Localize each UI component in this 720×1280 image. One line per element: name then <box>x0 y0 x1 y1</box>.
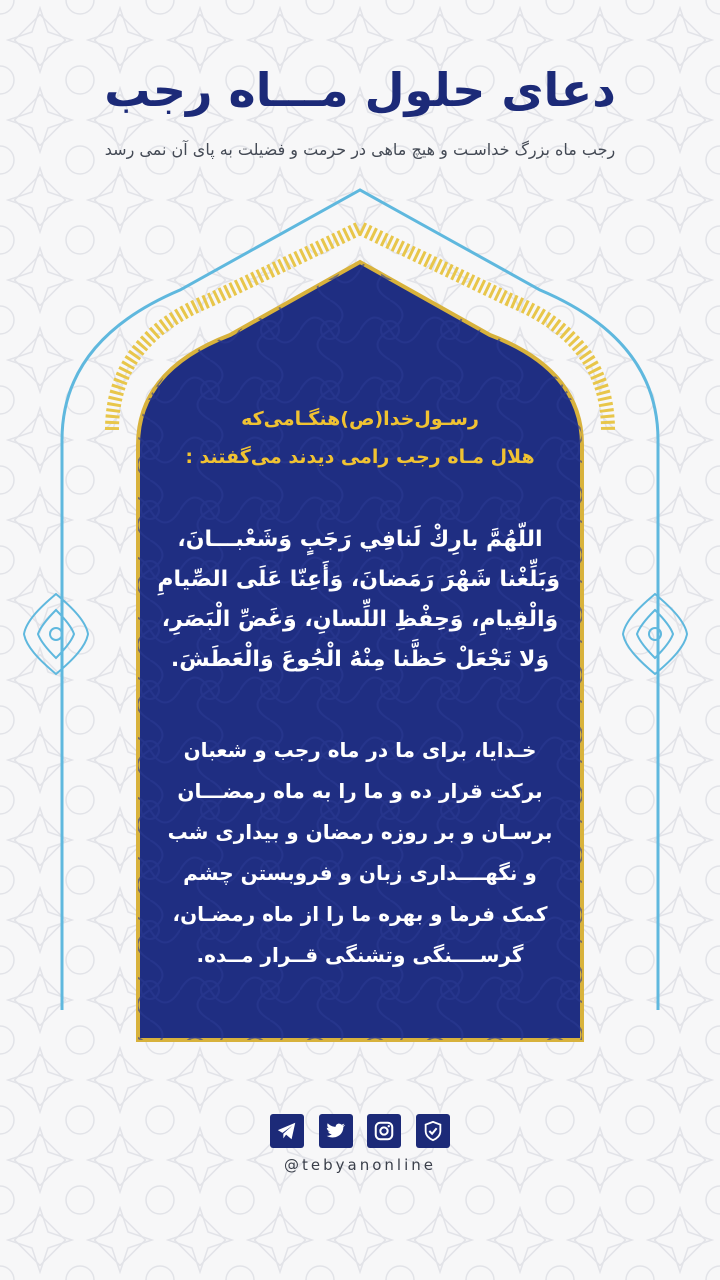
persian-line: برسـان و بر روزه رمضان و بیداری شب <box>167 820 553 844</box>
twitter-icon[interactable] <box>319 1114 353 1148</box>
persian-line: و نگهــــداری زبان و فروبستن چشم <box>183 861 537 885</box>
intro-text <box>160 400 560 476</box>
arabic-line: وَبَلِّغْنا شَهْرَ رَمَضانَ، وَأَعِنّا عَلَى الصِّيامِ <box>157 567 560 592</box>
intro-line: رسـول‌خدا(ص)هنگـامی‌که <box>241 408 479 430</box>
social-icons <box>270 1114 450 1150</box>
arabic-prayer <box>157 520 560 680</box>
instagram-icon[interactable] <box>367 1114 401 1148</box>
persian-translation <box>160 730 560 976</box>
aparat-icon[interactable] <box>416 1114 450 1148</box>
telegram-icon[interactable] <box>270 1114 304 1148</box>
arabic-line: وَالْقِيامِ، وَحِفْظِ اللِّسانِ، وَغَضِّ الْبَصَرِ، <box>161 607 559 632</box>
left-ornament-icon <box>24 594 88 674</box>
persian-line: گرســــنگی وتشنگی قــرار مــده. <box>196 943 524 967</box>
arabic-line: اللّهُمَّ بارِكْ لَنافِي رَجَبٍ وَشَعْبـــانَ، <box>177 527 543 552</box>
right-ornament-icon <box>623 594 687 674</box>
arabic-line: وَلا تَجْعَلْ حَظَّنا مِنْهُ الْجُوعَ وَالْعَطَشَ. <box>170 647 550 672</box>
social-handle[interactable]: @tebyanonline <box>284 1156 436 1174</box>
persian-line: کمک فرما و بهره ما را از ماه رمضـان، <box>172 902 548 926</box>
persian-line: برکت قرار ده و ما را به ماه رمضـــان <box>177 779 543 803</box>
page-subtitle: رجب ماه بزرگ خداسـت و هیچ ماهی در حرمت و فضیلت به پای آن نمی رسد <box>104 140 616 159</box>
persian-line: خـدایا، برای ما در ماه رجب و شعبان <box>183 738 537 762</box>
intro-line: هلال مـاه رجب رامی دیدند می‌گفتند : <box>185 446 535 468</box>
page-title: دعای حلول مـــاه رجب <box>104 63 616 117</box>
